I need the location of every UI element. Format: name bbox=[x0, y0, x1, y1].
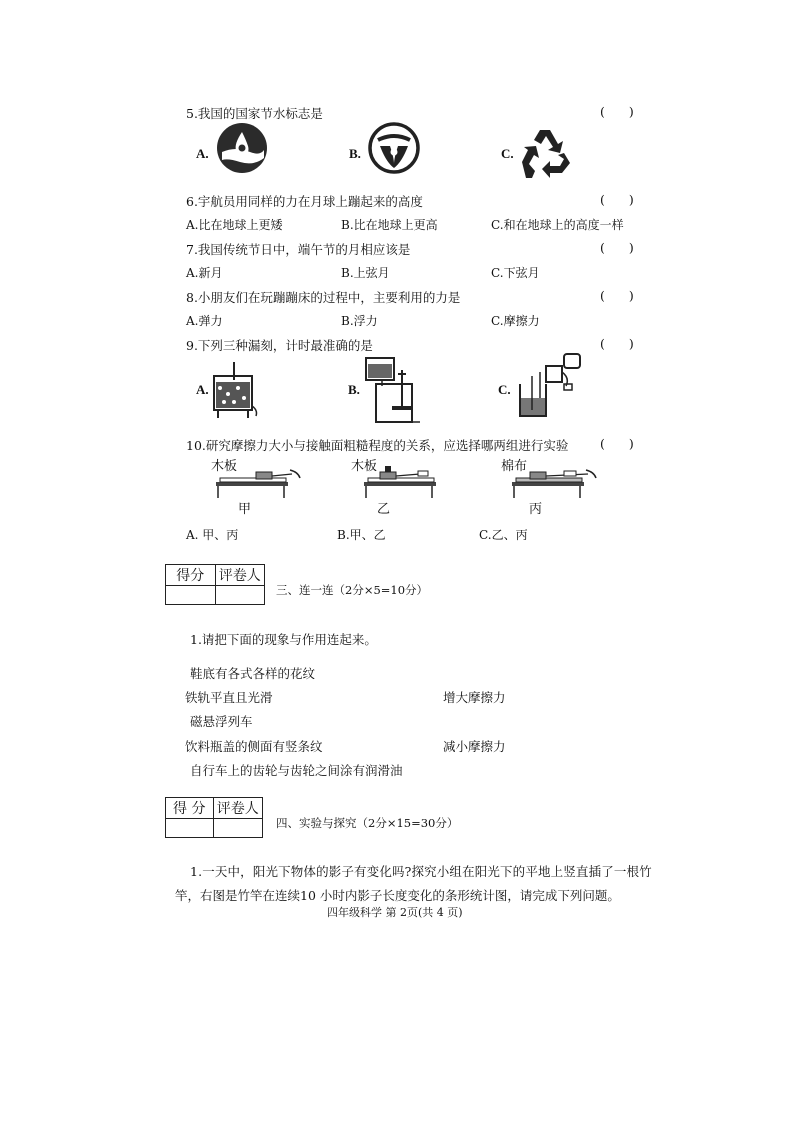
circle-badge-icon bbox=[368, 122, 420, 174]
q5-answer-paren: ( ) bbox=[600, 104, 644, 119]
q7-option-a: A.新月 bbox=[186, 266, 223, 280]
phenomenon-item: 铁轨平直且光滑 bbox=[185, 690, 273, 705]
phenomenon-item: 鞋底有各式各样的花纹 bbox=[190, 666, 316, 681]
q5-option-c-label: C. bbox=[501, 146, 514, 161]
phenomenon-item: 自行车上的齿轮与齿轮之间涂有润滑油 bbox=[190, 763, 403, 778]
q10-option-b: B.甲、乙 bbox=[337, 528, 386, 542]
recycle-icon bbox=[516, 122, 576, 182]
fig-jia-name: 甲 bbox=[238, 502, 252, 517]
fig-bing-surface-label: 棉布 bbox=[501, 459, 528, 474]
q8-option-a: A.弹力 bbox=[186, 314, 223, 328]
friction-setup-bing bbox=[508, 468, 598, 498]
q5-text: 5.我国的国家节水标志是 bbox=[186, 106, 323, 121]
fig-bing-name: 丙 bbox=[529, 502, 543, 517]
score-header: 得 分 bbox=[166, 798, 214, 819]
fig-jia-surface-label: 木板 bbox=[211, 459, 238, 474]
q8-option-b: B.浮力 bbox=[341, 314, 378, 328]
q5-option-a-label: A. bbox=[196, 146, 209, 161]
score-cell[interactable] bbox=[166, 586, 216, 605]
fig-yi-name: 乙 bbox=[377, 502, 391, 517]
q8-text: 8.小朋友们在玩蹦蹦床的过程中，主要利用的力是 bbox=[186, 290, 461, 305]
q6-text: 6.宇航员用同样的力在月球上蹦起来的高度 bbox=[186, 194, 423, 209]
score-header: 得分 bbox=[166, 565, 216, 586]
section3-title: 三、连一连（2分×5=10分） bbox=[276, 583, 429, 597]
q10-option-a: A. 甲、丙 bbox=[186, 528, 239, 542]
q6-option-b: B.比在地球上更高 bbox=[341, 218, 438, 232]
water-clock-b-icon bbox=[362, 356, 424, 426]
section4-paragraph-line1: 1.一天中，阳光下物体的影子有变化吗?探究小组在阳光下的平地上竖直插了一根竹 bbox=[190, 864, 652, 879]
effect-item: 增大摩擦力 bbox=[443, 690, 506, 705]
q6-answer-paren: ( ) bbox=[600, 192, 644, 207]
q5-option-b-label: B. bbox=[349, 146, 361, 161]
score-cell[interactable] bbox=[166, 819, 214, 838]
grader-header: 评卷人 bbox=[213, 798, 262, 819]
q8-option-c: C.摩擦力 bbox=[491, 314, 540, 328]
phenomenon-item: 磁悬浮列车 bbox=[190, 714, 253, 729]
q9-option-b-label: B. bbox=[348, 382, 360, 397]
section4-title: 四、实验与探究（2分×15=30分） bbox=[276, 816, 459, 830]
q7-answer-paren: ( ) bbox=[600, 240, 644, 255]
phenomenon-item: 饮料瓶盖的侧面有竖条纹 bbox=[185, 739, 323, 754]
section3-score-table bbox=[165, 564, 265, 605]
q10-answer-paren: ( ) bbox=[600, 436, 644, 451]
q10-option-c: C.乙、丙 bbox=[479, 528, 528, 542]
q9-option-c-label: C. bbox=[498, 382, 511, 397]
page-footer: 四年级科学 第 2页(共 4 页) bbox=[327, 906, 463, 919]
grader-cell[interactable] bbox=[213, 819, 262, 838]
water-clock-c-icon bbox=[512, 350, 588, 422]
water-clock-a-icon bbox=[210, 360, 260, 420]
water-drop-hand-icon bbox=[216, 122, 268, 174]
section4-paragraph-line2: 竿，右图是竹竿在连续10 小时内影子长度变化的条形统计图，请完成下列问题。 bbox=[175, 888, 620, 903]
section3-instruction: 1.请把下面的现象与作用连起来。 bbox=[190, 632, 377, 647]
friction-setup-jia bbox=[212, 468, 302, 498]
q7-option-b: B.上弦月 bbox=[341, 266, 390, 280]
q6-option-c: C.和在地球上的高度一样 bbox=[491, 218, 624, 232]
q8-answer-paren: ( ) bbox=[600, 288, 644, 303]
fig-yi-surface-label: 木板 bbox=[351, 459, 378, 474]
q7-text: 7.我国传统节日中，端午节的月相应该是 bbox=[186, 242, 411, 257]
section4-score-table bbox=[165, 797, 263, 838]
q7-option-c: C.下弦月 bbox=[491, 266, 540, 280]
q10-text: 10.研究摩擦力大小与接触面粗糙程度的关系，应选择哪两组进行实验 bbox=[186, 438, 569, 453]
grader-cell[interactable] bbox=[215, 586, 265, 605]
q6-option-a: A.比在地球上更矮 bbox=[186, 218, 283, 232]
friction-setup-yi bbox=[360, 464, 450, 498]
effect-item: 减小摩擦力 bbox=[443, 739, 506, 754]
q9-answer-paren: ( ) bbox=[600, 336, 644, 351]
grader-header: 评卷人 bbox=[215, 565, 265, 586]
q9-option-a-label: A. bbox=[196, 382, 209, 397]
q9-text: 9.下列三种漏刻，计时最准确的是 bbox=[186, 338, 373, 353]
